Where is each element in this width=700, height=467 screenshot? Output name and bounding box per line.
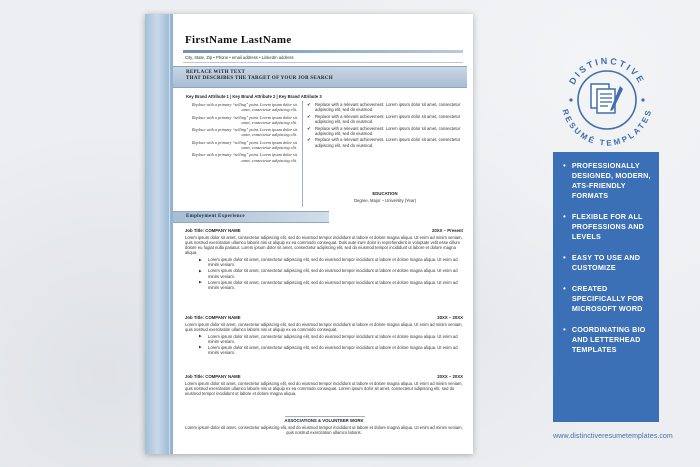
job-bullet-text: Lorem ipsum dolor sit amet, consectetur adipiscing elit, sed do eiusmod tempor incididunt ut labore et dolore magna aliqua. Ut enim ad minim veniam. (208, 268, 458, 279)
job-header (185, 374, 463, 379)
check-icon: ✔ (307, 102, 311, 107)
resume-side-bar (145, 14, 173, 454)
feature-item (563, 161, 651, 201)
selling-point: Replace with a primary “selling” point. Lorem ipsum dolor sit amet, consectetur adipiscing elit. (191, 102, 297, 113)
check-icon: ✔ (307, 113, 311, 119)
achievement-item (307, 114, 463, 124)
feature-item (563, 284, 651, 314)
name-rule (183, 50, 463, 53)
associations-heading: ASSOCIATIONS & VOLUNTEER WORK (284, 418, 364, 423)
job-entry (185, 315, 463, 356)
education-heading: EDUCATION (372, 191, 398, 196)
feature-text: PROFESSIONALLY DESIGNED, MODERN, ATS-FRIENDLY FORMATS (571, 161, 651, 200)
feature-item (563, 253, 651, 273)
job-description: Lorem ipsum dolor sit amet, consectetur adipiscing elit, sed do eiusmod tempor incididunt ut labore et dolore magna aliqua. Ut enim ad minim veniam, quis nostrud exercitation ullamco laboris nisi ut aliquip ex ea commodo consequat. Duis aute irure dolor in reprehenderit in voluptate velit esse cillum dolore eu fugiat nulla pariatur. Lorem ipsum dolor sit amet, consectetur adipiscing elit, sed do eiusmod tempor incididunt ut labore et dolore magna aliqua. (185, 234, 463, 256)
feature-text: EASY TO USE AND CUSTOMIZE (571, 253, 641, 272)
job-header (185, 315, 463, 320)
selling-points (185, 102, 297, 165)
job-entry (185, 374, 463, 398)
triangle-bullet-icon: ▶ (199, 257, 202, 262)
job-title: Job Title: COMPANY NAME (185, 228, 241, 233)
check-icon: ✔ (307, 125, 311, 131)
job-dates: 20XX – 20XX (437, 315, 463, 320)
brand-attributes: Key Brand Attribute 1 | Key Brand Attribute 2 | Key Brand Attribute 3 (186, 94, 322, 99)
achievement-text: Replace with a relevant achievement. Lorem ipsum dolor sit amet, consectetur adipiscing elit, sed do eiusmod. (315, 137, 461, 148)
associations-rule (285, 416, 365, 417)
job-bullet-text: Lorem ipsum dolor sit amet, consectetur adipiscing elit, sed do eiusmod tempor incididunt ut labore et dolore magna aliqua. Ut enim ad minim veniam. (208, 279, 458, 290)
achievement-item (307, 102, 463, 112)
bullet-icon: • (563, 325, 566, 334)
bullet-icon: • (563, 253, 566, 262)
badge-bottom-text: RESUMÉ TEMPLATES (560, 108, 654, 148)
triangle-bullet-icon: ▶ (199, 345, 202, 350)
feature-item (563, 325, 651, 355)
check-icon: ✔ (307, 137, 311, 143)
job-bullet (185, 257, 463, 268)
job-bullet (185, 280, 463, 291)
achievement-text: Replace with a relevant achievement. Lorem ipsum dolor sit amet, consectetur adipiscing elit, sed do eiusmod. (315, 113, 461, 124)
job-header (185, 228, 463, 233)
job-description: Lorem ipsum dolor sit amet, consectetur adipiscing elit, sed do eiusmod tempor incididunt ut labore et dolore magna aliqua. Ut enim ad minim veniam, quis nostrud exercitation ullamco laboris nisi ut aliquip ex ea commodo consequat. (185, 321, 463, 332)
achievements (307, 102, 463, 149)
achievement-text: Replace with a relevant achievement. Lorem ipsum dolor sit amet, consectetur adipiscing elit, sed do eiusmod. (315, 125, 461, 136)
resume-preview (145, 14, 473, 454)
brand-badge (557, 50, 657, 150)
target-line-2: THAT DESCRIBES THE TARGET OF YOUR JOB SEARCH (186, 76, 333, 81)
resume-name: FirstName LastName (185, 34, 292, 46)
job-bullet (185, 268, 463, 279)
bullet-icon: • (563, 284, 566, 293)
feature-text: COORDINATING BIO AND LETTERHEAD TEMPLATES (571, 325, 646, 354)
selling-point: Replace with a primary “selling” point. Lorem ipsum dolor sit amet, consectetur adipiscing elit. (191, 139, 297, 150)
resume-contact: City, State, Zip • Phone • email address • LinkedIn address (185, 55, 294, 60)
education-detail: Degree, Major – University (Year) (354, 198, 416, 203)
achievement-item (307, 137, 463, 147)
achievement-text: Replace with a relevant achievement. Lorem ipsum dolor sit amet, consectetur adipiscing elit, sed do eiusmod. (315, 102, 461, 113)
job-bullet-text: Lorem ipsum dolor sit amet, consectetur adipiscing elit, sed do eiusmod tempor incididunt ut labore et dolore magna aliqua. Ut enim ad minim veniam. (208, 333, 458, 344)
selling-point: Replace with a primary “selling” point. Lorem ipsum dolor sit amet, consectetur adipiscing elit. (191, 127, 297, 138)
job-bullet (185, 345, 463, 356)
column-divider (302, 101, 303, 207)
triangle-bullet-icon: ▶ (199, 280, 202, 285)
contact-rule (183, 62, 463, 63)
bullet-icon: • (563, 212, 566, 221)
target-line-1: REPLACE WITH TEXT (186, 70, 246, 75)
job-dates: 20XX – Present (431, 228, 463, 233)
job-dates: 20XX – 20XX (437, 374, 463, 379)
job-bullet (185, 334, 463, 345)
selling-point: Replace with a primary “selling” point. Lorem ipsum dolor sit amet, consectetur adipiscing elit. (191, 114, 297, 125)
triangle-bullet-icon: ▶ (199, 268, 202, 273)
job-bullet-text: Lorem ipsum dolor sit amet, consectetur adipiscing elit, sed do eiusmod tempor incididunt ut labore et dolore magna aliqua. Ut enim ad minim veniam. (208, 257, 458, 268)
selling-point: Replace with a primary “selling” point. Lorem ipsum dolor sit amet, consectetur adipiscing elit. (191, 152, 297, 163)
target-heading (186, 70, 333, 82)
job-entry (185, 228, 463, 291)
associations-text: Lorem ipsum dolor sit amet, consectetur adipiscing elit, sed do eiusmod tempor incididunt ut labore et dolore magna aliqua. Ut enim ad minim veniam, quis nostrud exercitation ullamco laboris. (185, 425, 463, 436)
bullet-icon: • (563, 161, 566, 170)
features-panel (553, 152, 659, 422)
resume-documents-icon (589, 80, 625, 118)
badge-top-text: DISTINCTIVE (567, 55, 647, 87)
achievement-item (307, 126, 463, 136)
job-title: Job Title: COMPANY NAME (185, 315, 241, 320)
experience-heading: Employment Experience (186, 214, 245, 219)
job-title: Job Title: COMPANY NAME (185, 374, 241, 379)
job-description: Lorem ipsum dolor sit amet, consectetur adipiscing elit, sed do eiusmod tempor incididunt ut labore et dolore magna aliqua. Ut enim ad minim veniam, quis nostrud exercitation ullamco laboris nisi ut aliquip ex ea commodo consequat. Lorem ipsum dolor sit amet, consectetur adipiscing elit, sed do eiusmod tempor incididunt ut labore et dolore magna aliqua. (185, 380, 463, 397)
job-bullet-text: Lorem ipsum dolor sit amet, consectetur adipiscing elit, sed do eiusmod tempor incididunt ut labore et dolore magna aliqua. Ut enim ad minim veniam. (208, 344, 458, 356)
feature-text: CREATED SPECIFICALLY FOR MICROSOFT WORD (571, 284, 644, 313)
website-link[interactable]: www.distinctiveresumetemplates.com (553, 433, 673, 440)
feature-item (563, 212, 651, 242)
feature-text: FLEXIBLE FOR ALL PROFESSIONS AND LEVELS (571, 212, 645, 241)
triangle-bullet-icon: ▶ (199, 334, 202, 339)
